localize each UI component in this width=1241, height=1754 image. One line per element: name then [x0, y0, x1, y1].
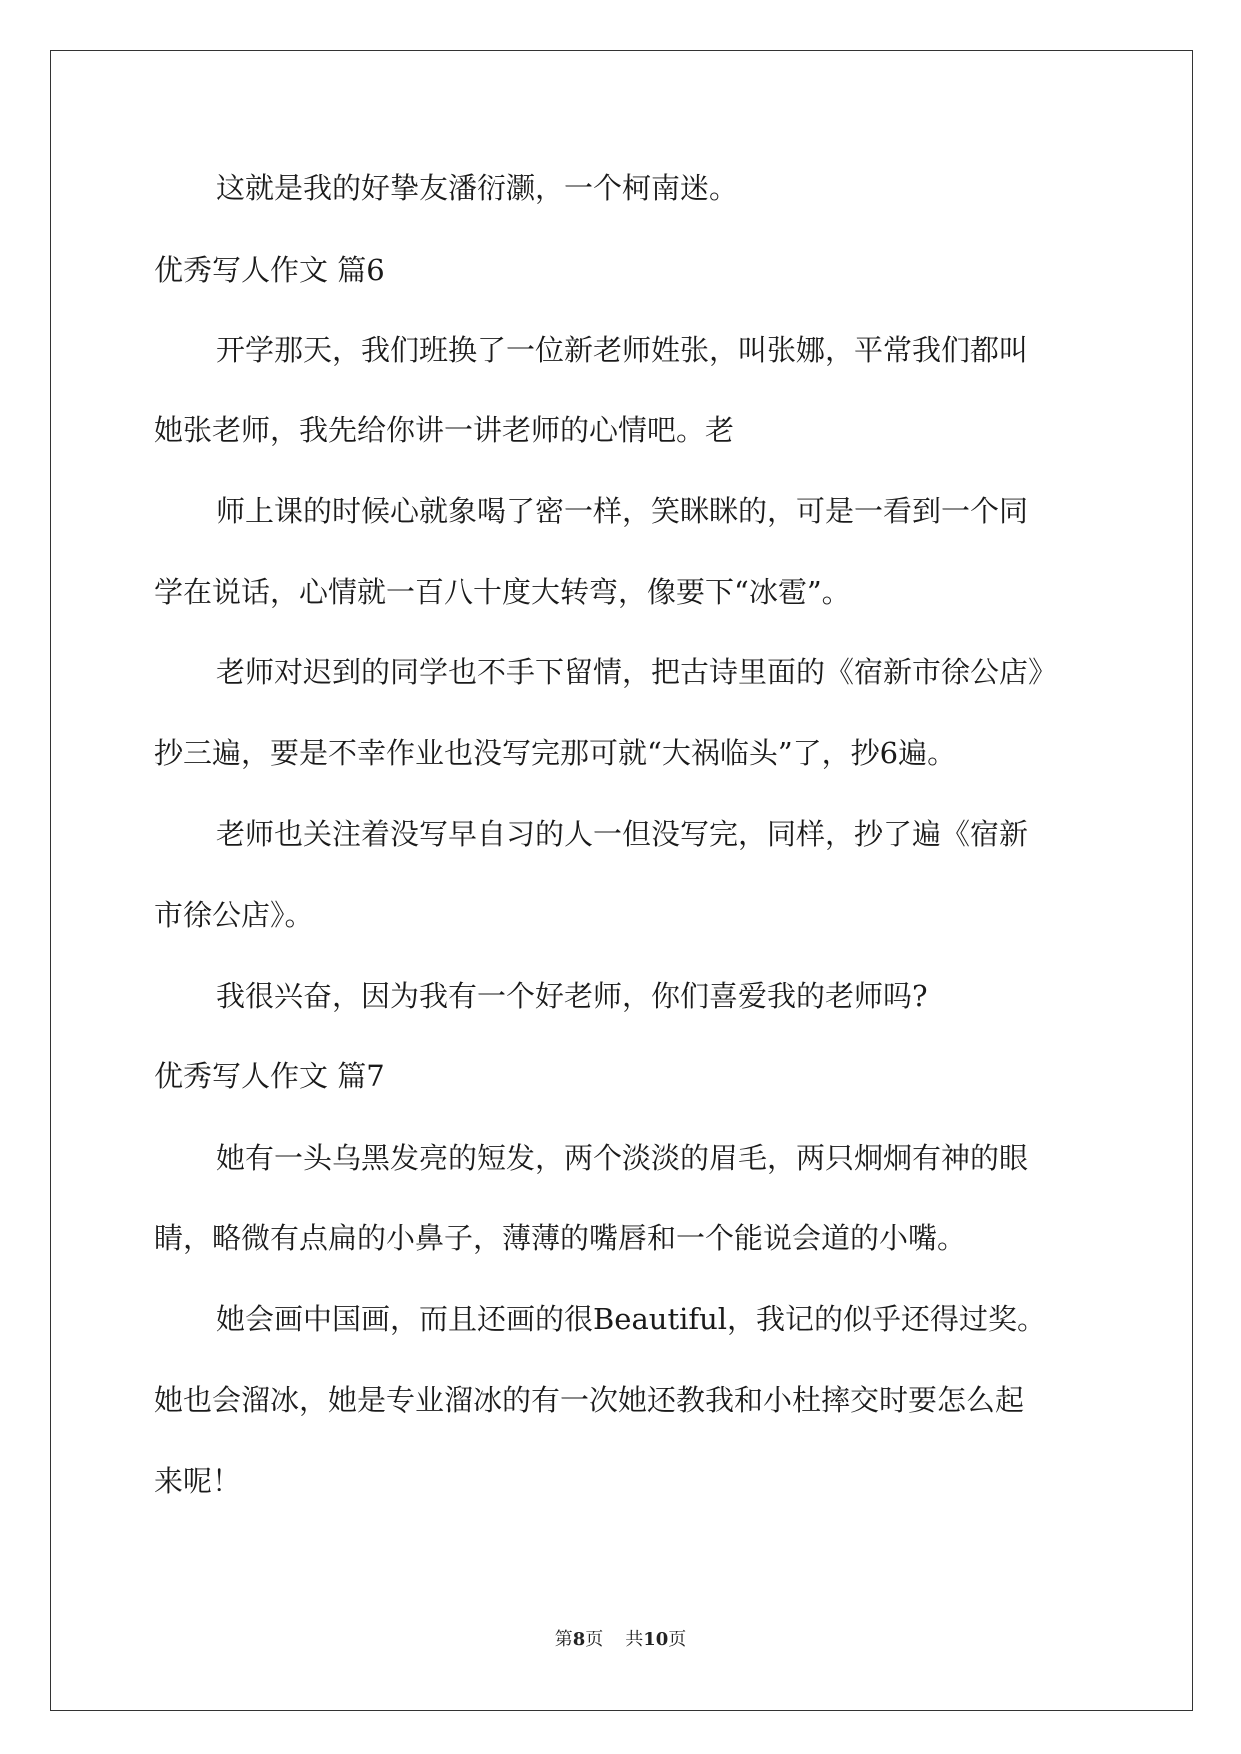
- paragraph-line: 她张老师，我先给你讲一讲老师的心情吧。老: [154, 413, 735, 447]
- section-heading: 优秀写人作文 篇6: [154, 253, 385, 287]
- paragraph-line: 抄三遍，要是不幸作业也没写完那可就“大祸临头”了，抄6遍。: [154, 736, 957, 770]
- paragraph-line: 学在说话，心情就一百八十度大转弯，像要下“冰雹”。: [154, 575, 851, 609]
- paragraph-line: 睛，略微有点扁的小鼻子，薄薄的嘴唇和一个能说会道的小嘴。: [154, 1221, 967, 1255]
- page-number: 第8页: [554, 1629, 604, 1650]
- page-footer: [0, 1625, 1241, 1651]
- paragraph-line: 师上课的时候心就象喝了密一样，笑眯眯的，可是一看到一个同: [216, 494, 1029, 528]
- paragraph-line: 市徐公店》。: [154, 898, 314, 932]
- paragraph-line: 开学那天，我们班换了一位新老师姓张，叫张娜，平常我们都叫: [216, 333, 1029, 367]
- paragraph-line: 老师对迟到的同学也不手下留情，把古诗里面的《宿新市徐公店》: [216, 655, 1058, 689]
- paragraph-line: 她也会溜冰，她是专业溜冰的有一次她还教我和小杜摔交时要怎么起: [154, 1383, 1025, 1417]
- section-heading: 优秀写人作文 篇7: [154, 1059, 385, 1093]
- paragraph-line: 她会画中国画，而且还画的很Beautiful，我记的似乎还得过奖。: [216, 1302, 1047, 1336]
- paragraph-line: 她有一头乌黑发亮的短发，两个淡淡的眉毛，两只炯炯有神的眼: [216, 1141, 1029, 1175]
- paragraph-line: 老师也关注着没写早自习的人一但没写完，同样，抄了遍《宿新: [216, 817, 1029, 851]
- page-total: 共10页: [625, 1629, 687, 1650]
- paragraph-line: 来呢！: [154, 1464, 242, 1498]
- paragraph-line: 我很兴奋，因为我有一个好老师，你们喜爱我的老师吗?: [216, 979, 928, 1013]
- paragraph-line: 这就是我的好挚友潘衍灏，一个柯南迷。: [216, 171, 739, 205]
